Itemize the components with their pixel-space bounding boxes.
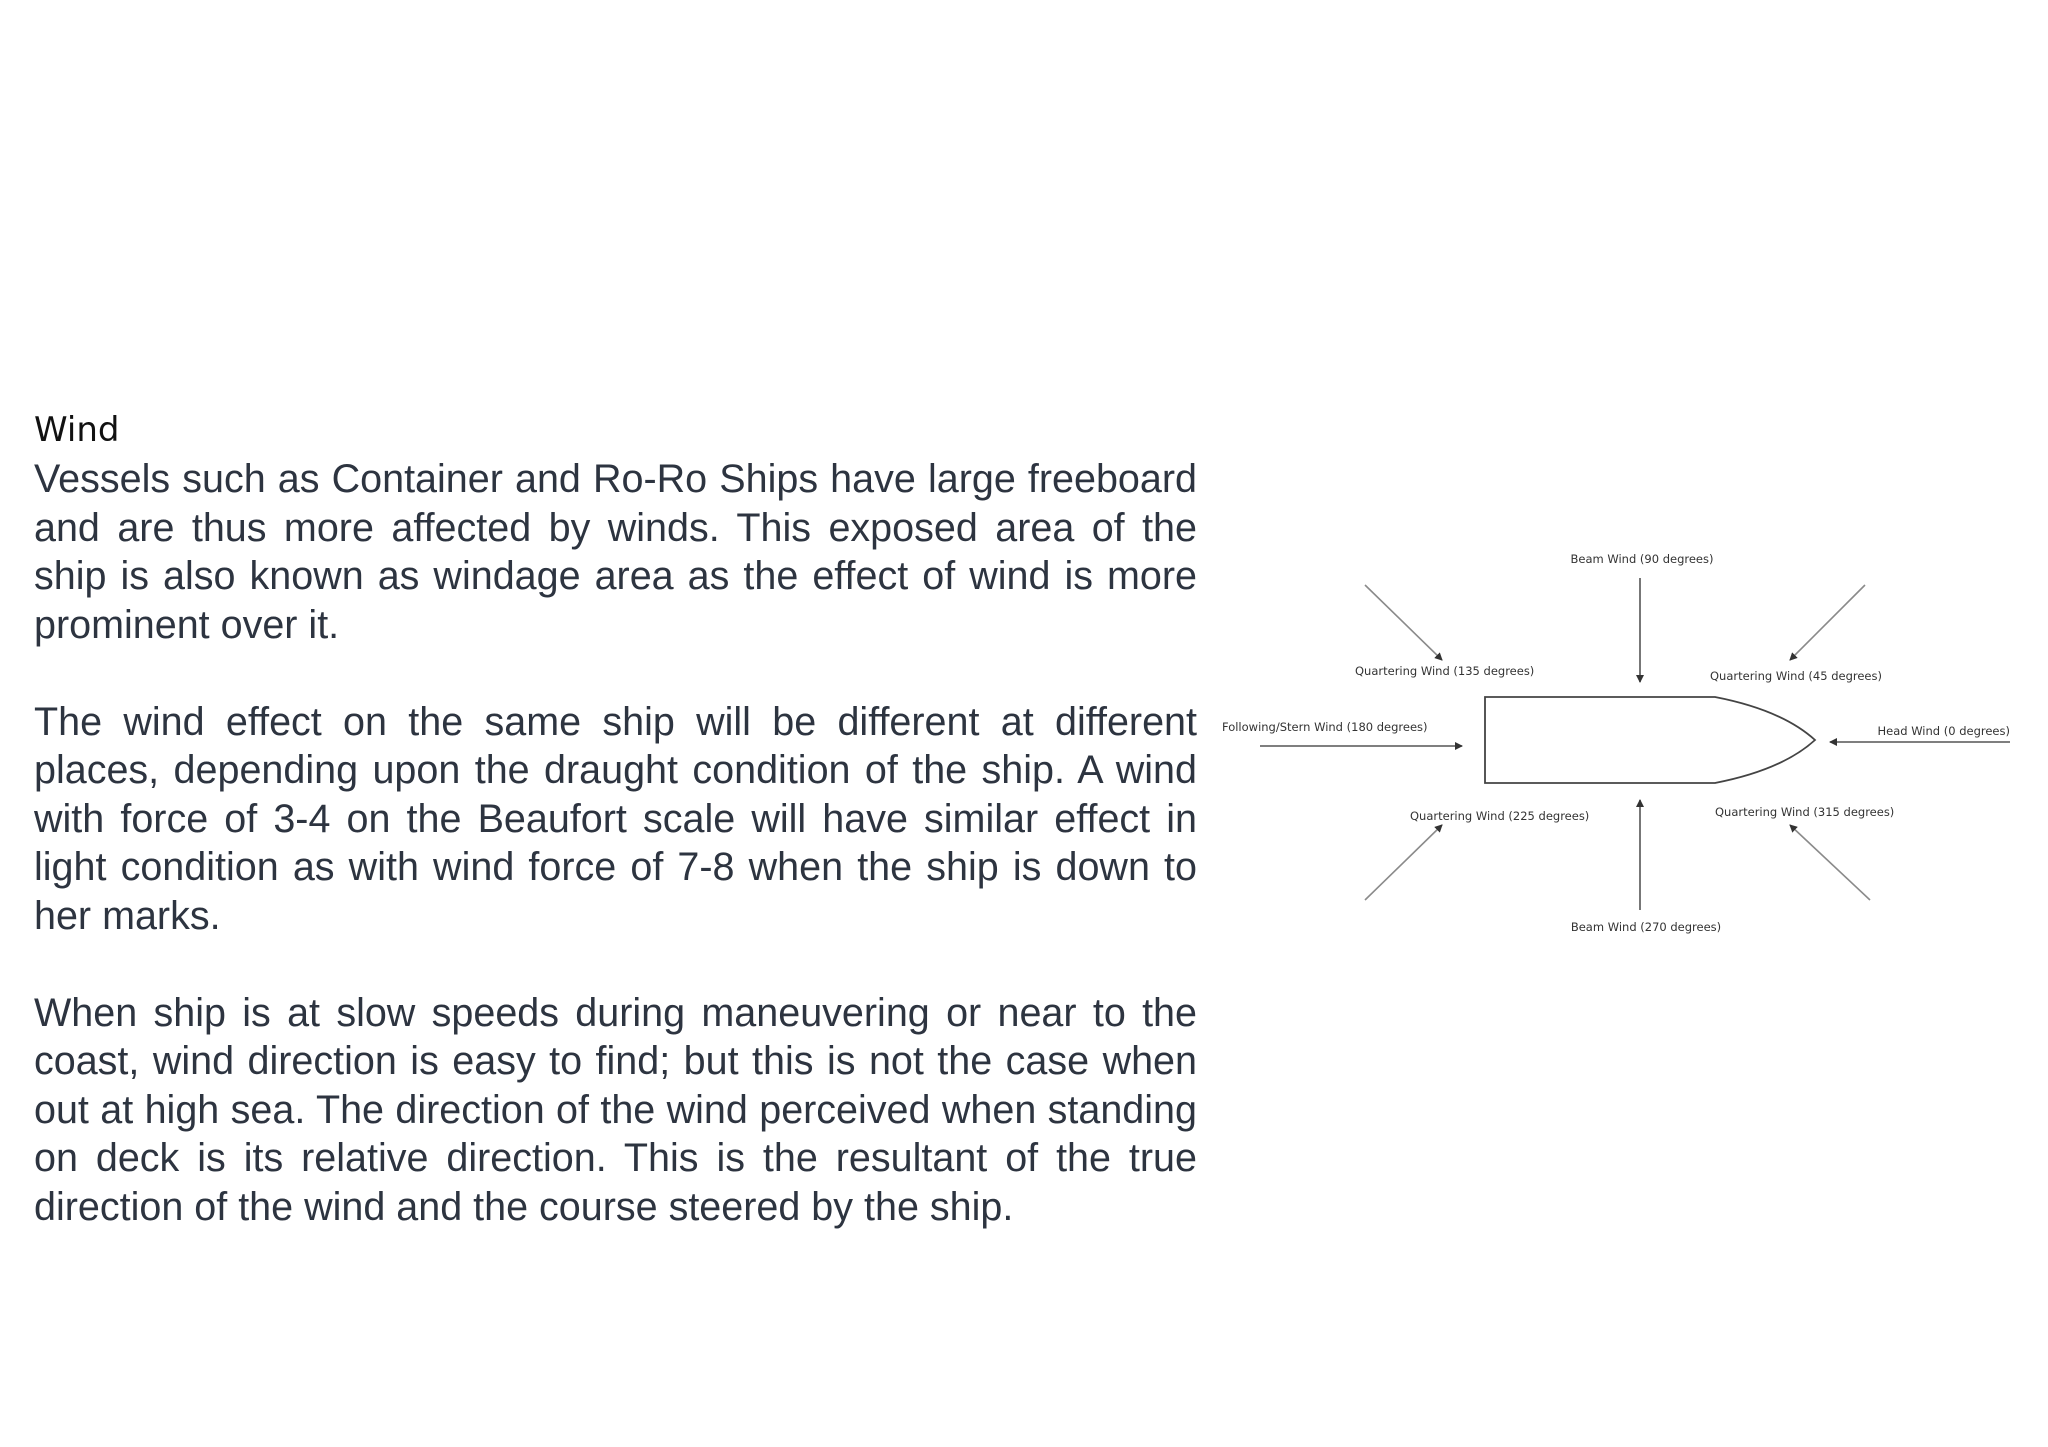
quartering-wind-135-arrow — [1365, 585, 1442, 660]
section-heading: Wind — [34, 410, 120, 450]
paragraph-windage: Vessels such as Container and Ro-Ro Ships have large freeboard and are thus more affected by winds. This exposed area of the ship is also known as windage area as the effect of wind is more prominent over it. — [34, 457, 1197, 647]
quartering-wind-225-arrow — [1365, 825, 1442, 900]
wind-direction-diagram — [1210, 530, 2030, 970]
head-wind-0-label: Head Wind (0 degrees) — [1877, 724, 2010, 738]
beam-wind-270-label: Beam Wind (270 degrees) — [1570, 920, 1722, 934]
quartering-wind-45-arrow — [1790, 585, 1865, 660]
quartering-wind-315-label: Quartering Wind (315 degrees) — [1715, 805, 1895, 819]
paragraph-relative-direction: When ship is at slow speeds during maneuvering or near to the coast, wind direction is easy to find; but this is not the case when out at high sea. The direction of the wind perceived when standing on deck is its relative direction. This is the resultant of the true direction of the wind and the course steered by the ship. — [34, 990, 1197, 1229]
quartering-wind-135-label: Quartering Wind (135 degrees) — [1355, 664, 1535, 678]
quartering-wind-315-arrow — [1790, 825, 1870, 900]
quartering-wind-225-label: Quartering Wind (225 degrees) — [1410, 809, 1590, 823]
paragraph-draught: The wind effect on the same ship will be different at different places, depending upon the draught condition of the ship. A wind with force of 3-4 on the Beaufort scale will have similar effect in light condition as with wind force of 7-8 when the ship is down to her marks. — [34, 699, 1197, 938]
quartering-wind-45-label: Quartering Wind (45 degrees) — [1710, 669, 1882, 683]
following-wind-180-label: Following/Stern Wind (180 degrees) — [1222, 720, 1428, 734]
ship-hull — [1485, 697, 1815, 783]
beam-wind-90-label: Beam Wind (90 degrees) — [1570, 552, 1714, 566]
body-text — [34, 455, 1197, 1231]
